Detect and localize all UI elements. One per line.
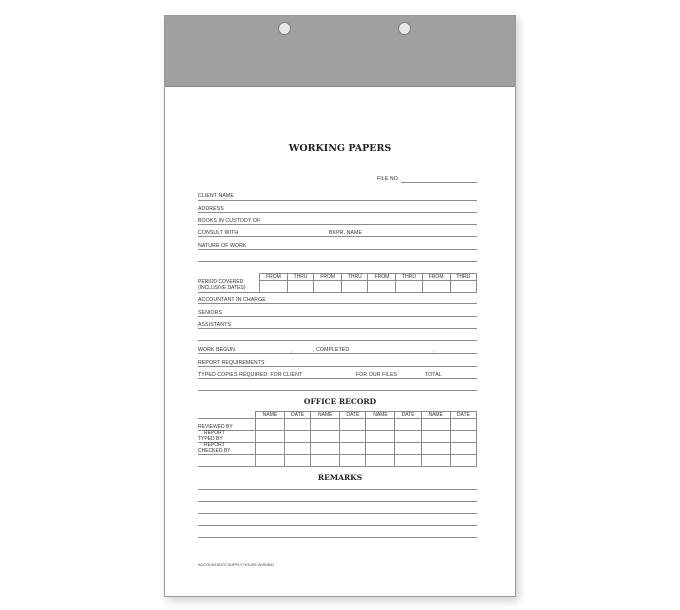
nature-of-work-field[interactable]	[198, 249, 477, 250]
office-cell[interactable]	[450, 455, 476, 467]
office-cell[interactable]	[340, 431, 366, 443]
office-cell[interactable]	[340, 419, 366, 431]
period-cell[interactable]	[368, 281, 396, 293]
office-cell[interactable]	[340, 455, 366, 467]
books-in-custody-label: BOOKS IN CUSTODY OF	[198, 218, 261, 224]
remarks-line[interactable]	[198, 513, 477, 514]
office-cell[interactable]	[285, 443, 311, 455]
period-cell[interactable]	[396, 281, 422, 293]
client-name-label: CLIENT NAME	[198, 193, 234, 199]
office-cell[interactable]	[421, 431, 450, 443]
period-col-header: THRU	[396, 274, 422, 281]
office-cell[interactable]	[421, 455, 450, 467]
office-cell[interactable]	[366, 431, 395, 443]
completed-label: , COMPLETED	[313, 347, 350, 353]
completed-comma: ,	[433, 348, 435, 354]
report-requirements-label: REPORT REQUIREMENTS	[198, 360, 265, 366]
office-cell[interactable]	[256, 443, 285, 455]
office-cell[interactable]	[285, 455, 311, 467]
office-col-header: DATE	[285, 412, 311, 419]
office-cell[interactable]	[395, 443, 421, 455]
office-cell[interactable]	[340, 443, 366, 455]
typed-copies-field[interactable]	[198, 378, 477, 379]
period-cell[interactable]	[314, 281, 342, 293]
office-cell[interactable]	[256, 455, 285, 467]
office-cell[interactable]	[285, 431, 311, 443]
client-name-field[interactable]	[198, 200, 477, 201]
typed-copies-label: TYPED COPIES REQUIRED: FOR CLIENT	[198, 372, 303, 378]
report-checked-by-label: REPORT CHECKED BY	[198, 443, 256, 455]
address-field[interactable]	[198, 212, 477, 213]
office-col-header: DATE	[395, 412, 421, 419]
period-covered-table	[198, 273, 477, 293]
reviewed-by-label: REVIEWED BY	[198, 419, 256, 431]
assistants-field-2[interactable]	[198, 340, 477, 341]
office-col-header: NAME	[421, 412, 450, 419]
books-in-custody-field[interactable]	[198, 224, 477, 225]
accountant-in-charge-field[interactable]	[198, 303, 477, 304]
nature-of-work-field-2[interactable]	[198, 261, 477, 262]
working-papers-sheet	[164, 15, 516, 597]
consult-with-label: CONSULT WITH	[198, 230, 239, 236]
office-col-header: NAME	[366, 412, 395, 419]
period-col-header: FROM	[314, 274, 342, 281]
work-begun-field[interactable]	[198, 353, 477, 354]
office-cell[interactable]	[366, 443, 395, 455]
remarks-line[interactable]	[198, 501, 477, 502]
remarks-line[interactable]	[198, 489, 477, 490]
office-cell[interactable]	[256, 431, 285, 443]
binding-header-band	[165, 16, 515, 87]
office-cell[interactable]	[311, 455, 340, 467]
period-col-header: FROM	[260, 274, 288, 281]
work-begun-label: WORK BEGUN	[198, 347, 236, 353]
period-covered-label: PERIOD COVERED (INCLUSIVE DATES)	[198, 274, 260, 293]
file-no-field[interactable]	[401, 182, 477, 183]
office-cell[interactable]	[256, 419, 285, 431]
office-cell[interactable]	[421, 419, 450, 431]
office-cell[interactable]	[450, 419, 476, 431]
seniors-field[interactable]	[198, 316, 477, 317]
office-col-header: NAME	[256, 412, 285, 419]
assistants-field[interactable]	[198, 328, 477, 329]
period-col-header: THRU	[342, 274, 368, 281]
office-col-header: DATE	[340, 412, 366, 419]
office-cell[interactable]	[285, 419, 311, 431]
for-our-files-label: FOR OUR FILES	[356, 372, 398, 378]
office-cell[interactable]	[311, 419, 340, 431]
office-record-title: OFFICE RECORD	[303, 397, 377, 406]
total-label: TOTAL	[425, 372, 442, 378]
period-table-bottom-rule	[198, 292, 477, 293]
period-cell[interactable]	[287, 281, 313, 293]
work-begun-comma: ,	[291, 348, 293, 354]
report-requirements-field[interactable]	[198, 366, 477, 367]
office-cell[interactable]	[395, 431, 421, 443]
remarks-line[interactable]	[198, 525, 477, 526]
period-col-header: FROM	[368, 274, 396, 281]
office-cell[interactable]	[395, 419, 421, 431]
address-label: ADDRESS	[198, 206, 224, 212]
office-cell[interactable]	[311, 431, 340, 443]
period-cell[interactable]	[450, 281, 476, 293]
typed-copies-field-2[interactable]	[198, 390, 477, 391]
office-cell[interactable]	[311, 443, 340, 455]
office-col-header: DATE	[450, 412, 476, 419]
period-cell[interactable]	[422, 281, 450, 293]
office-cell[interactable]	[421, 443, 450, 455]
office-cell[interactable]	[450, 443, 476, 455]
office-cell[interactable]	[450, 431, 476, 443]
binding-hole-left-icon	[278, 22, 291, 35]
period-cell[interactable]	[342, 281, 368, 293]
seniors-label: SENIORS	[198, 310, 223, 316]
period-col-header: FROM	[422, 274, 450, 281]
office-cell[interactable]	[395, 455, 421, 467]
assistants-label: ASSISTANTS	[198, 322, 231, 328]
report-typed-by-label: REPORT TYPED BY	[198, 431, 256, 443]
bkpr-name-label: BKPR. NAME	[329, 230, 362, 236]
binding-hole-right-icon	[398, 22, 411, 35]
office-record-table	[198, 411, 477, 467]
period-cell[interactable]	[260, 281, 288, 293]
remarks-title: REMARKS	[317, 473, 363, 482]
office-col-header: NAME	[311, 412, 340, 419]
period-col-header: THRU	[450, 274, 476, 281]
period-col-header: THRU	[287, 274, 313, 281]
form-footer-publisher: ACCOUNTANTS SUPPLY HOUSE WISH841	[198, 563, 275, 567]
office-cell[interactable]	[366, 419, 395, 431]
nature-of-work-label: NATURE OF WORK	[198, 243, 247, 249]
file-no-label: FILE NO.	[377, 176, 400, 182]
office-cell[interactable]	[366, 455, 395, 467]
remarks-line[interactable]	[198, 537, 477, 538]
accountant-in-charge-label: ACCOUNTANT IN CHARGE	[198, 297, 266, 303]
consult-with-field[interactable]	[198, 236, 477, 237]
form-title: WORKING PAPERS	[288, 143, 392, 154]
